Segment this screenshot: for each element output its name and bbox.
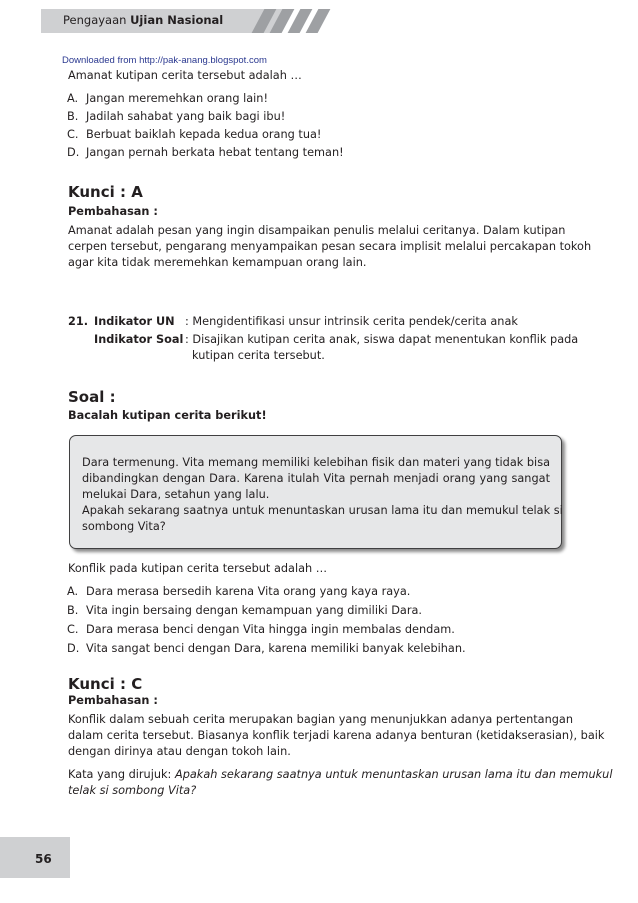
option-text: Jangan meremehkan orang lain! bbox=[86, 92, 268, 105]
option-letter: D. bbox=[67, 146, 80, 159]
option-c bbox=[67, 623, 455, 636]
page-number: 56 bbox=[35, 852, 52, 866]
option-b bbox=[67, 110, 285, 123]
option-c bbox=[67, 128, 321, 141]
rujukan-prefix: Kata yang dirujuk: bbox=[68, 768, 175, 781]
passage-line: Apakah sekarang saatnya untuk menuntaskan urusan lama itu dan memukul telak si bbox=[82, 504, 563, 517]
rujukan-text bbox=[68, 767, 613, 799]
pembahasan-text bbox=[68, 712, 605, 760]
pembahasan-text bbox=[68, 223, 592, 271]
option-letter: A. bbox=[67, 585, 79, 598]
indikator-soal-text-cont: kutipan cerita tersebut. bbox=[192, 349, 325, 362]
pembahasan-label: Pembahasan : bbox=[68, 205, 158, 218]
passage-line: sombong Vita? bbox=[82, 520, 166, 533]
answer-key: Kunci : C bbox=[68, 675, 143, 693]
option-letter: C. bbox=[67, 623, 79, 636]
passage-line: dibandingkan dengan Dara. Karena itulah Vita pernah menjadi orang yang sangat bbox=[82, 472, 550, 485]
indikator-un-label: Indikator UN bbox=[94, 315, 175, 328]
indikator-soal-text: : Disajikan kutipan cerita anak, siswa dapat menentukan konflik pada bbox=[185, 333, 579, 346]
header-title bbox=[63, 13, 223, 27]
question-number: 21. bbox=[68, 315, 89, 328]
passage-line: melukai Dara, setahun yang lalu. bbox=[82, 488, 270, 501]
rujukan-line bbox=[68, 767, 613, 783]
rujukan-quote: Apakah sekarang saatnya untuk menuntaskan urusan lama itu dan memukul bbox=[174, 768, 613, 781]
option-text: Vita ingin bersaing dengan kemampuan yang dimiliki Dara. bbox=[86, 604, 423, 617]
header-prefix: Pengayaan bbox=[63, 13, 127, 27]
answer-key: Kunci : A bbox=[68, 183, 143, 201]
text-line: dengan dirinya atau dengan tokoh lain. bbox=[68, 745, 291, 758]
rujukan-quote: telak si sombong Vita? bbox=[68, 784, 197, 797]
option-letter: B. bbox=[67, 604, 79, 617]
text-line: cerpen tersebut, pengarang menyampaikan pesan secara implisit melalui percakapan tokoh bbox=[68, 240, 592, 253]
rujukan-line bbox=[68, 783, 562, 799]
header-title-bold: Ujian Nasional bbox=[130, 13, 224, 27]
text-line: Konflik dalam sebuah cerita merupakan bagian yang menunjukkan adanya pertentangan bbox=[68, 713, 573, 726]
option-text: Berbuat baiklah kepada kedua orang tua! bbox=[86, 128, 322, 141]
indikator-soal-label: Indikator Soal bbox=[94, 333, 184, 346]
option-b bbox=[67, 604, 422, 617]
question-text: Amanat kutipan cerita tersebut adalah … bbox=[68, 69, 302, 82]
question-text: Konflik pada kutipan cerita tersebut adalah … bbox=[68, 562, 328, 575]
option-text: Jangan pernah berkata hebat tentang teman! bbox=[86, 146, 344, 159]
passage-text bbox=[82, 455, 563, 535]
indikator-un-text: : Mengidentifikasi unsur intrinsik cerita pendek/cerita anak bbox=[185, 315, 518, 328]
option-letter: C. bbox=[67, 128, 79, 141]
soal-title: Soal : bbox=[68, 388, 116, 406]
option-text: Jadilah sahabat yang baik bagi ibu! bbox=[86, 110, 286, 123]
soal-instruction: Bacalah kutipan cerita berikut! bbox=[68, 409, 267, 422]
text-line: agar kita tidak meremehkan kemampuan orang lain. bbox=[68, 256, 367, 269]
option-d bbox=[67, 642, 466, 655]
option-text: Dara merasa benci dengan Vita hingga ingin membalas dendam. bbox=[86, 623, 455, 636]
text-line: Amanat adalah pesan yang ingin disampaikan penulis melalui ceritanya. Dalam kutipan bbox=[68, 224, 566, 237]
passage-line: Dara termenung. Vita memang memiliki kelebihan fisik dan materi yang tidak bisa bbox=[82, 456, 550, 469]
option-a bbox=[67, 92, 268, 105]
option-text: Dara merasa bersedih karena Vita orang yang kaya raya. bbox=[86, 585, 411, 598]
option-letter: A. bbox=[67, 92, 79, 105]
option-text: Vita sangat benci dengan Dara, karena memiliki banyak kelebihan. bbox=[86, 642, 466, 655]
option-a bbox=[67, 585, 410, 598]
option-letter: B. bbox=[67, 110, 79, 123]
option-d bbox=[67, 146, 344, 159]
text-line: dalam cerita tersebut. Biasanya konflik terjadi karena adanya benturan (ketidakserasian), baik bbox=[68, 729, 605, 742]
option-letter: D. bbox=[67, 642, 80, 655]
download-link[interactable]: Downloaded from http://pak-anang.blogspot.com bbox=[62, 55, 267, 66]
pembahasan-label: Pembahasan : bbox=[68, 694, 158, 707]
